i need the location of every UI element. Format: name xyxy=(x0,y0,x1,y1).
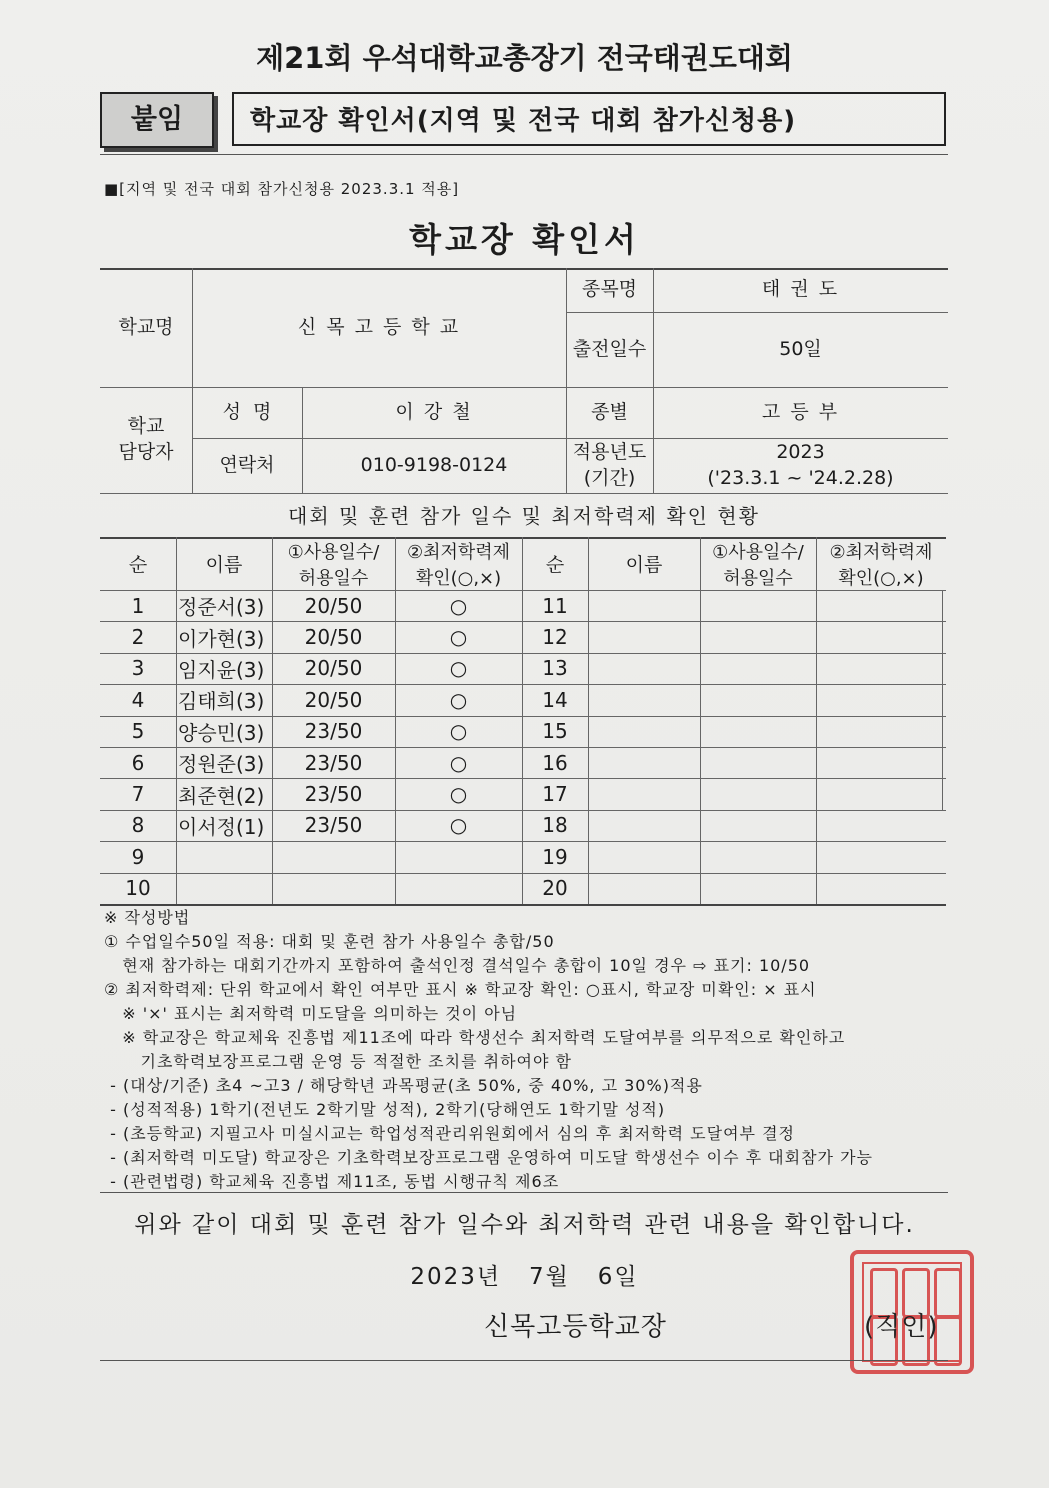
bottom-divider xyxy=(100,1192,948,1193)
table-cell-name xyxy=(588,590,702,621)
table-cell-seq: 1 xyxy=(131,593,145,618)
table-cell-seq: 6 xyxy=(131,750,145,775)
days-label: 출전일수 xyxy=(572,337,647,360)
instruction-line: - (초등학교) 지필고사 미실시교는 학업성적관리위원회에서 심의 후 최저학력 도달여부 결정 xyxy=(104,1124,795,1143)
table-cell-check xyxy=(395,841,522,872)
table-cell-check: ○ xyxy=(449,750,468,775)
header-seq-right: 순 xyxy=(545,554,565,576)
table-cell-name: 이서정(1) xyxy=(178,814,265,839)
table-cell-days xyxy=(700,684,816,715)
principal-name: 신목고등학교장 xyxy=(484,1312,667,1342)
school-label: 학교명 xyxy=(118,315,174,338)
table-cell-check xyxy=(816,621,946,652)
header-days: ①사용일수/ 허용일수 xyxy=(287,541,380,589)
table-cell-seq: 18 xyxy=(542,813,568,838)
instruction-line: ② 최저학력제: 단위 학교에서 확인 여부만 표시 ※ 학교장 확인: ○표시, 학교장 미확인: × 표시 xyxy=(104,980,817,999)
table-cell-check: ○ xyxy=(449,782,468,807)
table-cell-name: 임지윤(3) xyxy=(178,657,265,682)
event-label: 종목명 xyxy=(581,278,638,301)
table-cell-check xyxy=(816,747,946,778)
contact-label: 연락처 xyxy=(219,453,275,476)
table-cell-name xyxy=(588,810,702,841)
table-cell-check: ○ xyxy=(449,719,468,744)
table-cell-name xyxy=(176,841,274,872)
table-cell-days xyxy=(700,716,816,747)
table-cell-seq: 10 xyxy=(125,876,151,901)
table-cell-days xyxy=(700,653,816,684)
table-cell-check xyxy=(816,841,946,872)
table-cell-check xyxy=(816,873,946,904)
division-label: 종별 xyxy=(591,400,628,423)
table-cell-name: 양승민(3) xyxy=(178,720,265,745)
table-cell-days: 20/50 xyxy=(304,656,363,681)
signature-date: 2023년 7월 6일 xyxy=(410,1264,639,1290)
table-cell-days: 23/50 xyxy=(304,813,363,838)
table-cell-seq: 11 xyxy=(542,593,568,618)
table-cell-seq: 16 xyxy=(542,750,568,775)
form-note: ■[지역 및 전국 대회 참가신청용 2023.3.1 적용] xyxy=(104,180,460,198)
year-value: 2023 ('23.3.1 ~ '24.2.28) xyxy=(707,440,894,489)
instruction-line: ※ '×' 표시는 최저학력 미도달을 의미하는 것이 아님 xyxy=(104,1004,518,1023)
table-cell-check: ○ xyxy=(449,687,468,712)
header-days-right: ①사용일수/ 허용일수 xyxy=(712,541,804,589)
attachment-tag: 붙임 xyxy=(100,92,214,148)
table-cell-days xyxy=(700,747,816,778)
header-seq: 순 xyxy=(128,554,148,576)
division-value: 고 등 부 xyxy=(761,400,840,423)
table-cell-seq: 13 xyxy=(542,656,568,681)
header-check-right: ②최저학력제 확인(○,×) xyxy=(829,541,933,589)
table-cell-check xyxy=(816,716,946,747)
table-cell-name xyxy=(588,684,702,715)
instruction-line: ① 수업일수50일 적용: 대회 및 훈련 참가 사용일수 총합/50 xyxy=(104,932,555,951)
name-label: 성 명 xyxy=(222,400,272,423)
table-cell-days: 20/50 xyxy=(304,593,363,618)
instruction-line: 기초학력보장프로그램 운영 등 적절한 조치를 취하여야 함 xyxy=(104,1052,572,1071)
table-cell-check xyxy=(816,778,946,809)
table-cell-days xyxy=(700,841,816,872)
table-cell-days xyxy=(700,778,816,809)
instruction-line: 현재 참가하는 대회기간까지 포함하여 출석인정 결석일수 총합이 10일 경우 ⇨ 표기: 10/50 xyxy=(104,956,811,975)
table-cell-check xyxy=(816,590,946,621)
table-cell-name xyxy=(588,778,702,809)
event-title: 제21회 우석대학교총장기 전국태권도대회 xyxy=(256,41,793,75)
table-cell-seq: 20 xyxy=(542,876,568,901)
header-name-right: 이름 xyxy=(625,554,663,576)
confirmation-text: 위와 같이 대회 및 훈련 참가 일수와 최저학력 관련 내용을 확인합니다. xyxy=(134,1212,915,1238)
table-cell-seq: 9 xyxy=(131,844,145,869)
table-cell-name xyxy=(588,841,702,872)
table-cell-name xyxy=(588,621,702,652)
table-cell-check: ○ xyxy=(449,593,468,618)
table-cell-name xyxy=(176,873,274,904)
top-divider xyxy=(100,154,948,155)
manager-label: 학교 담당자 xyxy=(118,415,174,463)
table-cell-days xyxy=(700,873,816,904)
document-subtitle: 학교장 확인서(지역 및 전국 대회 참가신청용) xyxy=(232,92,946,146)
table-cell-check xyxy=(816,810,946,841)
table-cell-name xyxy=(588,716,702,747)
table-cell-days xyxy=(700,810,816,841)
table-cell-check xyxy=(395,873,522,904)
table-cell-days xyxy=(272,841,395,872)
name-value: 이 강 철 xyxy=(395,400,473,423)
table-cell-days: 20/50 xyxy=(304,625,363,650)
table-cell-name: 정원준(3) xyxy=(178,752,265,777)
table-cell-seq: 17 xyxy=(542,782,568,807)
header-check: ②최저학력제 확인(○,×) xyxy=(406,541,511,589)
table-cell-seq: 12 xyxy=(542,625,568,650)
table-cell-days xyxy=(272,873,395,904)
table-cell-seq: 3 xyxy=(131,656,145,681)
table-cell-seq: 7 xyxy=(131,782,145,807)
days-value: 50일 xyxy=(779,337,822,360)
table-cell-seq: 8 xyxy=(131,813,145,838)
table-cell-days: 23/50 xyxy=(304,719,363,744)
school-value: 신 목 고 등 학 교 xyxy=(297,315,461,338)
table-cell-days: 23/50 xyxy=(304,782,363,807)
contact-value: 010-9198-0124 xyxy=(360,453,508,476)
table-cell-seq: 5 xyxy=(131,719,145,744)
table-cell-days xyxy=(700,621,816,652)
table-cell-name xyxy=(588,873,702,904)
table-cell-check: ○ xyxy=(449,813,468,838)
instruction-line: ※ 학교장은 학교체육 진흥법 제11조에 따라 학생선수 최저학력 도달여부를 의무적으로 확인하고 xyxy=(104,1028,846,1047)
instructions xyxy=(104,906,873,1194)
table-cell-check xyxy=(816,653,946,684)
table-cell-name: 이가현(3) xyxy=(178,626,265,651)
table-cell-check xyxy=(816,684,946,715)
table-cell-name: 정준서(3) xyxy=(178,595,265,620)
table-cell-name: 최준현(2) xyxy=(178,783,265,808)
document-title: 학교장 확인서 xyxy=(409,220,640,259)
instruction-line: - (대상/기준) 초4 ~고3 / 해당학년 과목평균(초 50%, 중 40%, 고 30%)적용 xyxy=(104,1076,703,1095)
instruction-line: - (관련법령) 학교체육 진흥법 제11조, 동법 시행규칙 제6조 xyxy=(104,1172,560,1191)
table-cell-seq: 15 xyxy=(542,719,568,744)
table-cell-name xyxy=(588,747,702,778)
event-value: 태 권 도 xyxy=(761,278,840,301)
section-title: 대회 및 훈련 참가 일수 및 최저학력제 확인 현황 xyxy=(288,504,760,528)
table-cell-days: 20/50 xyxy=(304,687,363,712)
table-cell-seq: 14 xyxy=(542,687,568,712)
table-cell-name xyxy=(588,653,702,684)
table-cell-seq: 2 xyxy=(131,625,145,650)
table-cell-name: 김태희(3) xyxy=(178,689,265,714)
instruction-line: ※ 작성방법 xyxy=(104,908,191,927)
table-cell-seq: 19 xyxy=(542,844,568,869)
footer-divider xyxy=(100,1360,948,1361)
instruction-line: - (최저학력 미도달) 학교장은 기초학력보장프로그램 운영하여 미도달 학생선수 이수 후 대회참가 가능 xyxy=(104,1148,873,1167)
table-cell-seq: 4 xyxy=(131,687,145,712)
table-cell-check: ○ xyxy=(449,625,468,650)
instruction-line: - (성적적용) 1학기(전년도 2학기말 성적), 2학기(당해연도 1학기말 성적) xyxy=(104,1100,666,1119)
seal-label: (직인) xyxy=(864,1312,939,1342)
table-cell-check: ○ xyxy=(449,656,468,681)
header-name: 이름 xyxy=(205,554,243,576)
table-cell-days: 23/50 xyxy=(304,750,363,775)
table-cell-days xyxy=(700,590,816,621)
year-label: 적용년도 (기간) xyxy=(572,440,647,489)
